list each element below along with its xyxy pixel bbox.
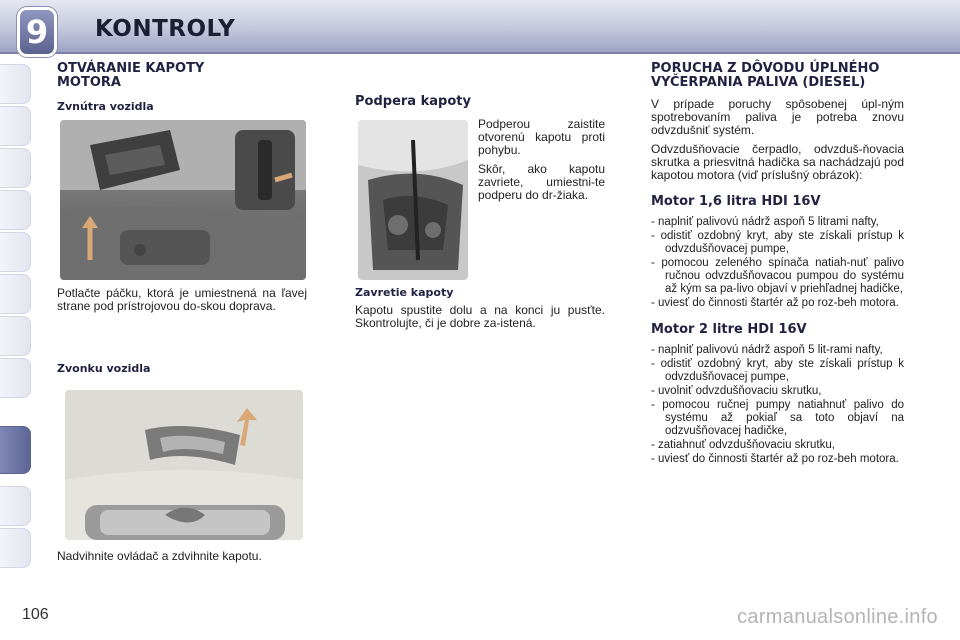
page-number: 106: [22, 606, 49, 623]
hood-close-text: Kapotu spustite dolu a na konci ju pusťte. Skontrolujte, či je dobre za-istená.: [355, 303, 605, 330]
watermark: carmanualsonline.info: [737, 606, 938, 628]
outside-heading: Zvonku vozidla: [57, 362, 151, 375]
inside-release-text: Potlačte páčku, ktorá je umiestnená na ľavej strane pod prístrojovou do-skou doprava.: [57, 286, 307, 313]
chapter-tab[interactable]: [0, 358, 31, 398]
fuel-failure-intro-2: Odvzdušňovacie čerpadlo, odvzduš-ňovacia skrutka a priesvitná hadička sa nachádzajú pod kapotou motora (viď príslušný obrázok):: [651, 142, 904, 182]
chapter-tab[interactable]: [0, 190, 31, 230]
engine-1-6-steps: [651, 216, 904, 310]
chapter-title: KONTROLY: [95, 16, 236, 42]
inside-heading: Zvnútra vozidla: [57, 100, 154, 113]
engine-2-0-steps: [651, 344, 904, 466]
list-item: - pomocou zeleného spínača natiah-nuť palivo ručnou odvzdušňovacou pumpou do systému až kým sa pa-livo objaví v priehľadnej hadičke,: [651, 257, 904, 295]
inside-release-photo: [60, 120, 306, 280]
list-item: - uvolniť odvzdušňovaciu skrutku,: [651, 385, 822, 397]
outside-text-block: [57, 550, 317, 563]
chapter-tab[interactable]: [0, 148, 31, 188]
list-item: - odistiť ozdobný kryt, aby ste získali prístup k odvzdušňovacej pumpe,: [651, 230, 904, 255]
engine-2-0-title: Motor 2 litre HDI 16V: [651, 322, 807, 337]
list-item: - uviesť do činnosti štartér až po roz-beh motora.: [651, 453, 899, 465]
hood-prop-photo: [358, 120, 468, 280]
engine-1-6-title: Motor 1,6 litra HDI 16V: [651, 194, 821, 209]
left-column: [57, 62, 307, 113]
fuel-failure-intro-1: V prípade poruchy spôsobenej úpl-ným spotrebovaním paliva je potreba znovu odvzdušniť systém.: [651, 97, 904, 137]
fuel-failure-title: PORUCHA Z DÔVODU ÚPLNÉHO VYČERPANIA PALIVA (DIESEL): [651, 61, 880, 90]
list-item: - zatiahnuť odvzdušňovaciu skrutku,: [651, 439, 835, 451]
hood-prop-text-1: Podperou zaistite otvorenú kapotu proti pohybu.: [478, 117, 605, 157]
list-item: - naplniť palivovú nádrž aspoň 5 lit-rami nafty,: [651, 344, 883, 356]
outside-release-photo: [65, 390, 303, 540]
hood-close-section: [355, 286, 605, 330]
outside-section: [57, 362, 307, 375]
chapter-badge: 9: [20, 10, 54, 54]
chapter-tab[interactable]: [0, 528, 31, 568]
hood-close-heading: Zavretie kapoty: [355, 286, 454, 299]
chapter-tabs: [0, 56, 32, 586]
left-column-text: [57, 287, 307, 313]
hood-prop-text-2: Skôr, ako kapotu zavriete, umiestni-te podperu do dr-žiaka.: [478, 162, 605, 202]
outside-release-text: Nadvihnite ovládač a zdvihnite kapotu.: [57, 549, 262, 563]
chapter-tab[interactable]: [0, 316, 31, 356]
chapter-tab-active[interactable]: [0, 426, 31, 474]
hood-prop-title: Podpera kapoty: [355, 94, 471, 109]
list-item: - uviesť do činnosti štartér až po roz-beh motora.: [651, 297, 899, 309]
list-item: - pomocou ručnej pumpy natiahnuť palivo do systému až pokiaľ sa toto objaví na odzvušňovacej hadičke,: [651, 399, 904, 437]
chapter-tab[interactable]: [0, 106, 31, 146]
chapter-tab[interactable]: [0, 274, 31, 314]
list-item: - naplniť palivovú nádrž aspoň 5 litrami nafty,: [651, 216, 879, 228]
right-column: [651, 62, 904, 467]
hood-opening-title: OTVÁRANIE KAPOTY MOTORA: [57, 61, 205, 90]
chapter-tab[interactable]: [0, 64, 31, 104]
middle-column: [355, 94, 605, 109]
chapter-tab[interactable]: [0, 232, 31, 272]
hood-prop-text-block: [478, 118, 605, 202]
chapter-tab[interactable]: [0, 486, 31, 526]
list-item: - odistiť ozdobný kryt, aby ste získali prístup k odvzdušňovacej pumpe,: [651, 358, 904, 383]
